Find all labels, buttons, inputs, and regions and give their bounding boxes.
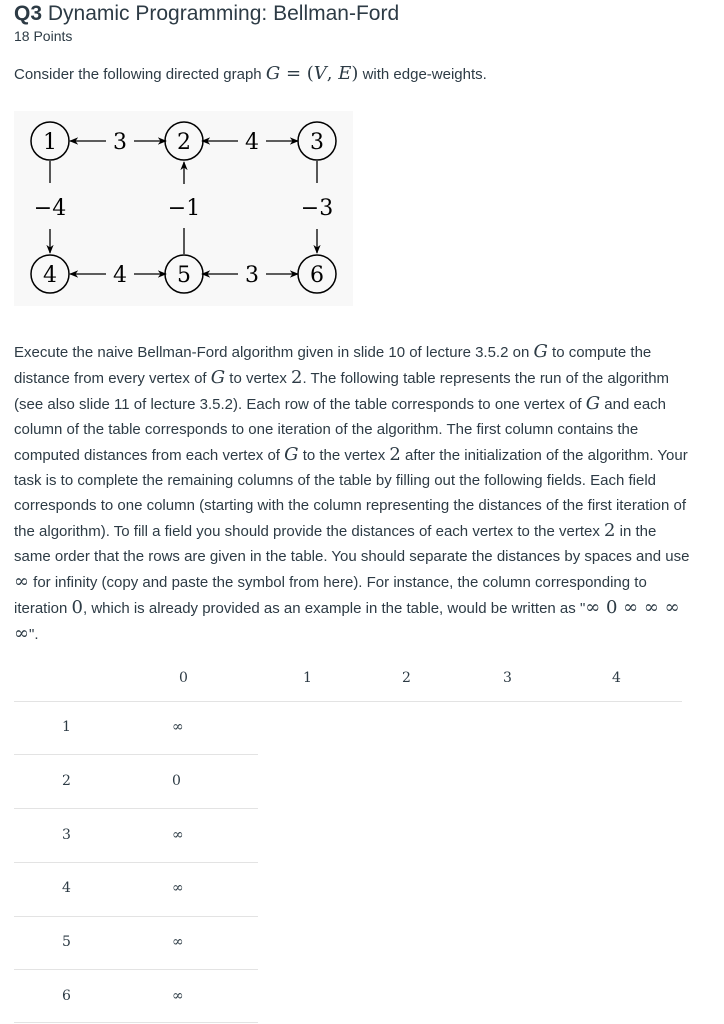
intro-text: Consider the following directed graph G = (V, E) with edge-weights. bbox=[14, 63, 487, 84]
row-divider bbox=[14, 916, 258, 917]
row-divider bbox=[14, 1022, 258, 1023]
node-label-5: 5 bbox=[177, 263, 191, 288]
edge-weight-4-5: 4 bbox=[113, 263, 127, 288]
column-header-2: 2 bbox=[402, 670, 411, 686]
cell-5-iter0: ∞ bbox=[172, 934, 184, 950]
node-label-3: 3 bbox=[310, 130, 324, 155]
row-divider bbox=[14, 969, 258, 970]
node-label-6: 6 bbox=[310, 263, 324, 288]
question-label: Q3 bbox=[14, 2, 43, 25]
node-label-1: 1 bbox=[43, 130, 57, 155]
row-divider bbox=[14, 754, 258, 755]
example-column: ∞ 0 ∞ ∞ ∞ ∞ bbox=[14, 597, 680, 644]
row-label-3: 3 bbox=[62, 827, 71, 843]
cell-6-iter0: ∞ bbox=[172, 988, 184, 1004]
cell-1-iter0: ∞ bbox=[172, 719, 184, 735]
edge-weight-5-2: −1 bbox=[167, 196, 201, 221]
row-divider bbox=[14, 808, 258, 809]
edge-weight-5-6: 3 bbox=[245, 263, 259, 288]
edge-weight-1-4: −4 bbox=[33, 196, 67, 221]
node-label-4: 4 bbox=[43, 263, 57, 288]
column-header-3: 3 bbox=[503, 670, 512, 686]
instructions-paragraph: Execute the naive Bellman-Ford algorithm given in slide 10 of lecture 3.5.2 on G to compute the distance from every vertex of G to vertex 2. The following table represents the run of the algorithm (see also slide 11 of lecture 3.5.2). Each row of the table corresponds to one vertex of G and each column of the table corresponds to one iteration of the algorithm. The first column contains the computed distances from each vertex of G to the vertex 2 after the initialization of the algorithm. Your task is to complete the remaining columns of the table by filling out the following fields. Each field corresponds to one column (starting with the column representing the distances of the first iteration of the algorithm). To fill a field you should provide the distances of each vertex to the vertex 2 in the same order that the rows are given in the table. You should separate the distances by spaces and use ∞ for infinity (copy and paste the symbol from here). For instance, the column corresponding to iteration 0, which is already provided as an example in the table, would be written as "∞ 0 ∞ ∞ ∞ ∞". bbox=[14, 341, 690, 644]
column-header-1: 1 bbox=[303, 670, 312, 686]
header-divider bbox=[14, 701, 682, 702]
row-divider bbox=[14, 862, 258, 863]
row-label-2: 2 bbox=[62, 773, 71, 789]
row-label-6: 6 bbox=[62, 988, 71, 1004]
edge-weight-2-3: 4 bbox=[245, 130, 259, 155]
graph-figure bbox=[14, 111, 353, 306]
edge-weight-3-6: −3 bbox=[300, 196, 334, 221]
question-title bbox=[14, 2, 399, 26]
node-label-2: 2 bbox=[177, 130, 191, 155]
question-points: 18 Points bbox=[14, 28, 73, 44]
edge-weight-1-2: 3 bbox=[113, 130, 127, 155]
row-label-1: 1 bbox=[62, 719, 71, 735]
row-label-4: 4 bbox=[62, 880, 71, 896]
cell-4-iter0: ∞ bbox=[172, 880, 184, 896]
column-header-4: 4 bbox=[612, 670, 621, 686]
question-title-text: Dynamic Programming: Bellman-Ford bbox=[47, 2, 400, 25]
graph-svg bbox=[14, 111, 353, 306]
row-label-5: 5 bbox=[62, 934, 71, 950]
cell-3-iter0: ∞ bbox=[172, 827, 184, 843]
cell-2-iter0: 0 bbox=[172, 773, 181, 789]
column-header-0: 0 bbox=[179, 670, 188, 686]
